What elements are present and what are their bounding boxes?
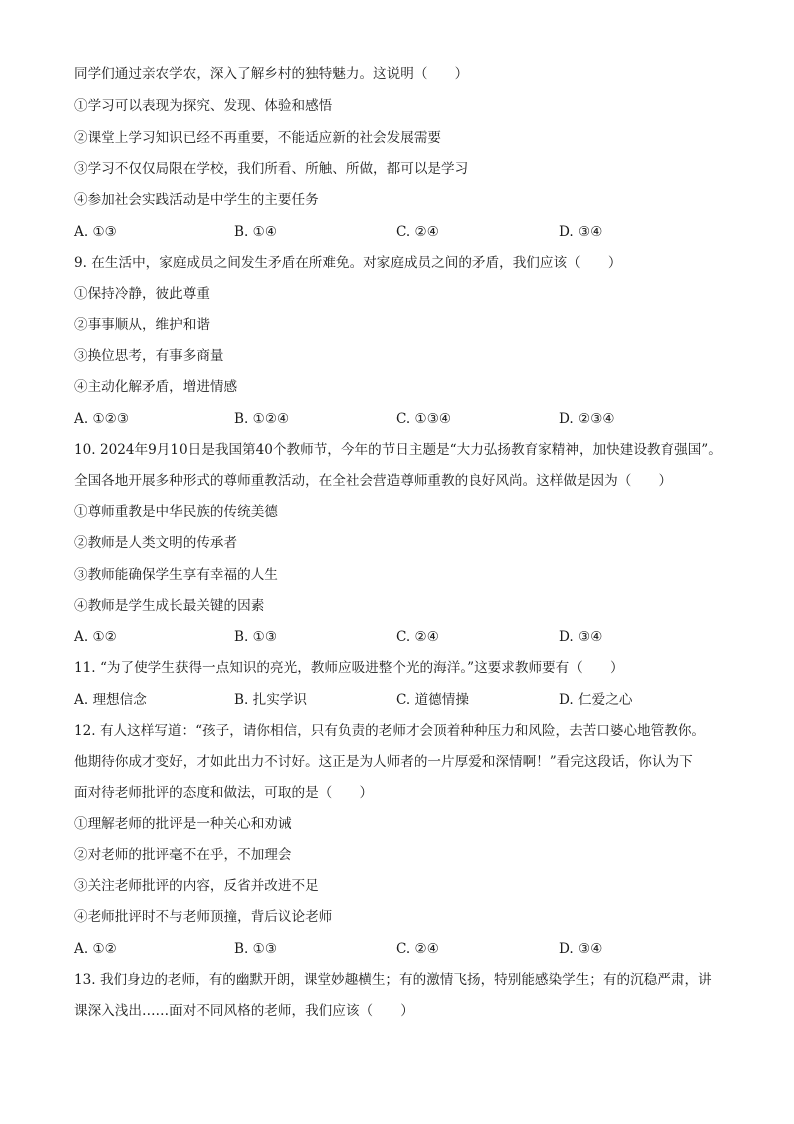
q12-statement-2: ②对老师的批评毫不在乎，不加理会 <box>74 847 292 863</box>
q10-statement-2: ②教师是人类文明的传承者 <box>74 535 238 551</box>
q12-statement-1: ①理解老师的批评是一种关心和劝诫 <box>74 816 292 832</box>
q9-statement-1: ①保持冷静，彼此尊重 <box>74 286 210 302</box>
q12-stem-line-3: 面对待老师批评的态度和做法，可取的是（ ） <box>74 785 374 801</box>
q11-option-a: A. 理想信念 <box>74 692 147 708</box>
q12-option-d: D. ③④ <box>559 941 603 957</box>
q9-option-d: D. ②③④ <box>559 411 615 427</box>
q13-stem-line-2: 课深入浅出……面对不同风格的老师，我们应该（ ） <box>74 1003 414 1019</box>
q12-stem-line-1: 12. 有人这样写道：“孩子，请你相信，只有负责的老师才会顶着种种压力和风险，去苦口婆心地管教你。 <box>74 723 706 739</box>
q8-stem: 同学们通过亲农学农，深入了解乡村的独特魅力。这说明（ ） <box>74 66 469 82</box>
q10-option-d: D. ③④ <box>559 629 603 645</box>
q9-stem: 9. 在生活中，家庭成员之间发生矛盾在所难免。对家庭成员之间的矛盾，我们应该（ ） <box>74 255 622 271</box>
q10-statement-3: ③教师能确保学生享有幸福的人生 <box>74 567 278 583</box>
q10-stem-line-2: 全国各地开展多种形式的尊师重教活动，在全社会营造尊师重教的良好风尚。这样做是因为（ ） <box>74 473 673 489</box>
q12-stem-line-2: 他期待你成才变好，才如此出力不讨好。这正是为人师者的一片厚爱和深情啊！”看完这段话，你认为下 <box>74 754 693 770</box>
q8-option-b: B. ①④ <box>234 224 278 240</box>
q11-option-d: D. 仁爱之心 <box>559 692 633 708</box>
q12-option-b: B. ①③ <box>234 941 278 957</box>
q10-option-c: C. ②④ <box>396 629 439 645</box>
q8-statement-2: ②课堂上学习知识已经不再重要，不能适应新的社会发展需要 <box>74 130 442 146</box>
q12-statement-4: ④老师批评时不与老师顶撞，背后议论老师 <box>74 909 333 925</box>
q12-option-c: C. ②④ <box>396 941 439 957</box>
q9-option-b: B. ①②④ <box>234 411 290 427</box>
q8-statement-4: ④参加社会实践活动是中学生的主要任务 <box>74 192 319 208</box>
q8-option-c: C. ②④ <box>396 224 439 240</box>
q9-option-a: A. ①②③ <box>74 411 130 427</box>
q9-statement-3: ③换位思考，有事多商量 <box>74 348 224 364</box>
q13-stem-line-1: 13. 我们身边的老师，有的幽默开朗，课堂妙趣横生；有的激情飞扬，特别能感染学生；有的沉稳严肃，讲 <box>74 972 712 988</box>
q11-stem: 11. “为了使学生获得一点知识的亮光，教师应吸进整个光的海洋。”这要求教师要有（ ） <box>74 660 624 676</box>
q10-option-a: A. ①② <box>74 629 117 645</box>
q10-statement-4: ④教师是学生成长最关键的因素 <box>74 598 265 614</box>
q12-statement-3: ③关注老师批评的内容，反省并改进不足 <box>74 878 319 894</box>
q11-option-c: C. 道德情操 <box>396 692 469 708</box>
q8-statement-3: ③学习不仅仅局限在学校，我们所看、所触、所做，都可以是学习 <box>74 161 469 177</box>
q9-option-c: C. ①③④ <box>396 411 452 427</box>
q11-option-b: B. 扎实学识 <box>234 692 308 708</box>
q12-option-a: A. ①② <box>74 941 117 957</box>
q9-statement-2: ②事事顺从，维护和谐 <box>74 317 210 333</box>
q8-option-d: D. ③④ <box>559 224 603 240</box>
q8-statement-1: ①学习可以表现为探究、发现、体验和感悟 <box>74 98 333 114</box>
q10-option-b: B. ①③ <box>234 629 278 645</box>
q10-stem-line-1: 10. 2024年9月10日是我国第40个教师节，今年的节日主题是“大力弘扬教育家精神，加快建设教育强国”。 <box>74 442 722 458</box>
q8-option-a: A. ①③ <box>74 224 117 240</box>
q10-statement-1: ①尊师重教是中华民族的传统美德 <box>74 504 278 520</box>
q9-statement-4: ④主动化解矛盾，增进情感 <box>74 379 238 395</box>
